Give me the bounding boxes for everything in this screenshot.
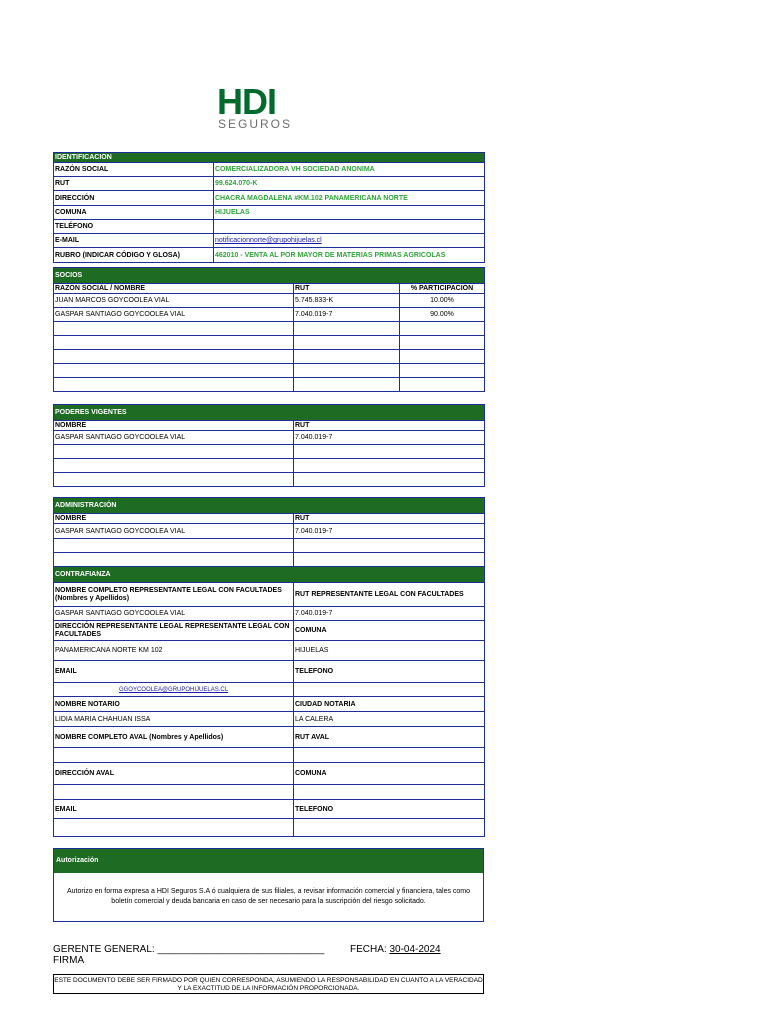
socios-col-rut: RUT [294,284,400,294]
value-direccion: CHACRA MAGDALENA #KM.102 PANAMERICANA NORTE [214,191,485,206]
socio-rut: 7.040.019-7 [294,308,400,322]
value-comuna: HIJUELAS [214,206,485,220]
administracion-header: ADMINISTRACIÓN [54,498,485,514]
table-row [54,294,485,308]
poderes-header: PODERES VIGENTES [54,405,485,421]
label-comuna: COMUNA [54,206,214,220]
table-row-empty [54,459,485,473]
value-rubro: 462010 - VENTA AL POR MAYOR DE MATERIAS PRIMAS AGRICOLAS [214,248,485,263]
value-nombre-representante: GASPAR SANTIAGO GOYCOOLEA VIAL [54,607,294,621]
value-telefono [214,220,485,234]
socio-participacion: 90.00% [400,308,485,322]
autorizacion-box [53,848,484,922]
fecha-group [350,944,441,955]
value-direccion-representante: PANAMERICANA NORTE KM 102 [54,641,294,661]
value-rut: 99.624.070-K [214,177,485,191]
label-email-aval: EMAIL [54,800,294,819]
socios-col-participacion: % PARTICIPACIÓN [400,284,485,294]
poderes-col-nombre: NOMBRE [54,421,294,431]
label-email: EMAIL [54,661,294,683]
table-row-empty [54,378,485,392]
logo-subtitle: SEGUROS [218,117,293,131]
value-email-aval [54,819,294,837]
socio-participacion: 10.00% [400,294,485,308]
label-razon-social: RAZÓN SOCIAL [54,163,214,177]
value-telefono-aval [294,819,485,837]
poderes-col-rut: RUT [294,421,485,431]
identificacion-table [53,152,485,263]
label-comuna-aval: COMUNA [294,763,485,785]
table-row-empty [54,350,485,364]
label-comuna: COMUNA [294,621,485,641]
autorizacion-header: Autorización [54,849,483,873]
contrafianza-table [53,566,485,837]
value-comuna-aval [294,785,485,800]
poder-rut: 7.040.019-7 [294,431,485,445]
administracion-table [53,497,485,567]
label-rut: RUT [54,177,214,191]
socio-rut: 5.745.833-K [294,294,400,308]
label-telefono: TELÉFONO [54,220,214,234]
gerente-general-label: GERENTE GENERAL: ______________________________ [53,944,325,955]
socio-nombre: GASPAR SANTIAGO GOYCOOLEA VIAL [54,308,294,322]
poder-nombre: GASPAR SANTIAGO GOYCOOLEA VIAL [54,431,294,445]
fecha-label: FECHA: [350,944,387,955]
table-row-empty [54,336,485,350]
autorizacion-text: Autorizo en forma expresa a HDI Seguros S.A ó cualquiera de sus filiales, a revisar información comercial y financiera, tales como boletín comercial y deuda bancaria en caso de ser necesario para la suscripción del riesgo solicitado. [66,888,471,905]
label-telefono: TELEFONO [294,661,485,683]
admin-col-rut: RUT [294,514,485,524]
socios-header: SOCIOS [54,268,485,284]
value-nombre-notario: LIDIA MARIA CHAHUAN ISSA [54,712,294,727]
label-nombre-notario: NOMBRE NOTARIO [54,697,294,712]
socio-nombre: JUAN MARCOS GOYCOOLEA VIAL [54,294,294,308]
footer-disclaimer: ESTE DOCUMENTO DEBE SER FIRMADO POR QUIEN CORRESPONDA, ASUMIENDO LA RESPONSABILIDAD EN CUANTO A LA VERACIDAD Y LA EXACTITUD DE LA INFORMACIÓN PROPORCIONADA. [53,974,484,994]
label-nombre-aval: NOMBRE COMPLETO AVAL (Nombres y Apellidos) [54,727,294,748]
firma-label: FIRMA [53,955,85,966]
label-telefono-aval: TELEFONO [294,800,485,819]
identificacion-header: IDENTIFICACIÓN [54,153,485,163]
admin-rut: 7.040.019-7 [294,524,485,539]
table-row [54,431,485,445]
value-ciudad-notaria: LA CALERA [294,712,485,727]
value-rut-representante: 7.040.019-7 [294,607,485,621]
label-direccion-representante: DIRECCIÓN REPRESENTANTE LEGAL REPRESENTANTE LEGAL CON FACULTADES [54,621,294,641]
table-row-empty [54,473,485,487]
poderes-table [53,404,485,487]
admin-nombre: GASPAR SANTIAGO GOYCOOLEA VIAL [54,524,294,539]
table-row-empty [54,364,485,378]
admin-col-nombre: NOMBRE [54,514,294,524]
label-rut-aval: RUT AVAL [294,727,485,748]
value-email-link[interactable]: GGOYCOOLEA@GRUPOHIJUELAS.CL [54,683,294,697]
table-row-empty [54,553,485,567]
value-email-link[interactable]: notificacionnorte@grupohijuelas.cl [214,234,485,248]
value-nombre-aval [54,748,294,763]
value-telefono [294,683,485,697]
socios-col-nombre: RAZÓN SOCIAL / NOMBRE [54,284,294,294]
table-row-empty [54,539,485,553]
label-email: E-MAIL [54,234,214,248]
value-rut-aval [294,748,485,763]
label-direccion-aval: DIRECCIÓN AVAL [54,763,294,785]
label-direccion: DIRECCIÓN [54,191,214,206]
value-razon-social: COMERCIALIZADORA VH SOCIEDAD ANONIMA [214,163,485,177]
fecha-value: 30-04-2024 [389,944,441,955]
hdi-logo [217,81,295,131]
socios-table [53,267,485,392]
label-ciudad-notaria: CIUDAD NOTARIA [294,697,485,712]
label-nombre-representante: NOMBRE COMPLETO REPRESENTANTE LEGAL CON FACULTADES (Nombres y Apellidos) [54,583,294,607]
table-row [54,524,485,539]
table-row [54,308,485,322]
value-direccion-aval [54,785,294,800]
logo-brand: HDI [217,81,277,122]
value-comuna: HIJUELAS [294,641,485,661]
table-row-empty [54,322,485,336]
label-rubro: RUBRO (INDICAR CÓDIGO Y GLOSA) [54,248,214,263]
contrafianza-header: CONTRAFIANZA [54,567,485,583]
table-row-empty [54,445,485,459]
label-rut-representante: RUT REPRESENTANTE LEGAL CON FACULTADES [294,583,485,607]
